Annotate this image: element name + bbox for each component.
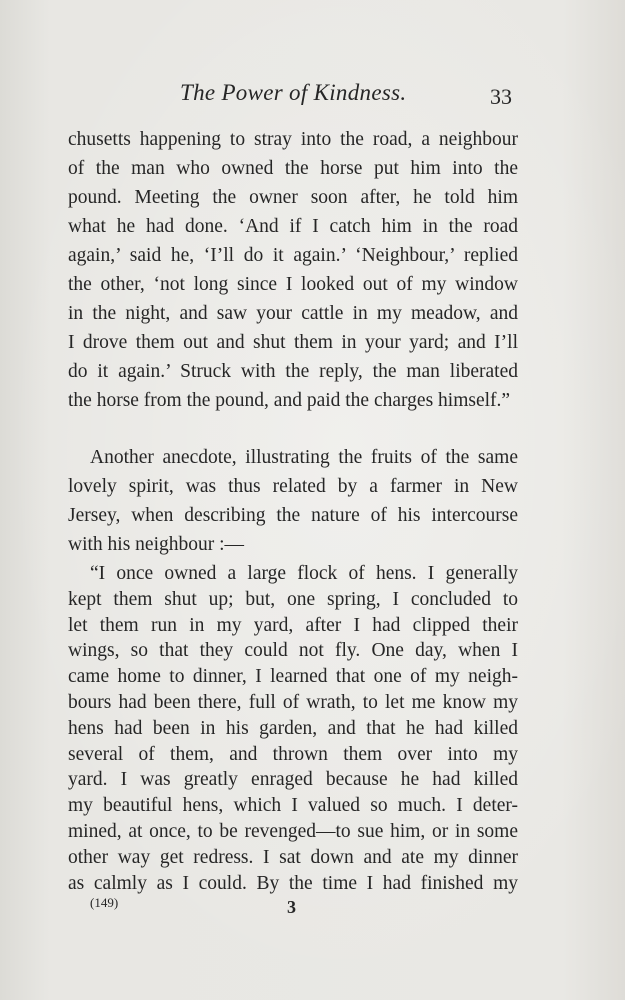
text-line: “I once owned a large flock of hens. I generally bbox=[90, 563, 518, 584]
signature-mark: (149) bbox=[90, 895, 119, 910]
text-line: Another anecdote, illustrating the fruits of the same bbox=[90, 447, 518, 468]
text-line: the other, ‘not long since I looked out of my window bbox=[68, 274, 518, 295]
text-line: let them run in my yard, after I had clipped their bbox=[68, 614, 518, 636]
text-line: chusetts happening to stray into the road, a neighbour bbox=[68, 129, 518, 150]
text-line: of the man who owned the horse put him into the bbox=[68, 158, 518, 179]
text-line: in the night, and saw your cattle in my meadow, and bbox=[68, 303, 518, 324]
page-number: 33 bbox=[490, 84, 512, 109]
text-line: my beautiful hens, which I valued so much. I deter- bbox=[68, 795, 518, 817]
text-line: yard. I was greatly enraged because he had killed bbox=[68, 769, 518, 791]
text-line: what he had done. ‘And if I catch him in the road bbox=[68, 216, 518, 237]
text-line: as calmly as I could. By the time I had finished my bbox=[68, 872, 518, 894]
text-line: pound. Meeting the owner soon after, he told him bbox=[68, 187, 518, 208]
text-line: with his neighbour :— bbox=[68, 534, 245, 555]
text-line: Jersey, when describing the nature of his intercourse bbox=[68, 505, 518, 526]
text-line: hens had been in his garden, and that he had killed bbox=[68, 717, 518, 739]
text-line: bours had been there, full of wrath, to let me know my bbox=[68, 692, 518, 713]
text-line: do it again.’ Struck with the reply, the man liberated bbox=[68, 361, 518, 382]
text-line: the horse from the pound, and paid the charges himself.” bbox=[68, 390, 511, 411]
text-line: several of them, and thrown them over into my bbox=[68, 743, 518, 765]
text-line: kept them shut up; but, one spring, I concluded to bbox=[68, 588, 518, 610]
text-line: came home to dinner, I learned that one of my neigh- bbox=[68, 666, 518, 688]
text-line: lovely spirit, was thus related by a farmer in New bbox=[68, 476, 518, 497]
text-line: again,’ said he, ‘I’ll do it again.’ ‘Neighbour,’ replied bbox=[68, 245, 518, 266]
gathering-mark: 3 bbox=[287, 897, 296, 917]
text-line: mined, at once, to be revenged—to sue him, or in some bbox=[68, 821, 518, 842]
text-line: I drove them out and shut them in your yard; and I’ll bbox=[68, 332, 518, 353]
text-line: wings, so that they could not fly. One day, when I bbox=[68, 640, 518, 662]
running-title: The Power of Kindness. bbox=[180, 80, 407, 105]
text-line: other way get redress. I sat down and ate my dinner bbox=[68, 846, 518, 868]
